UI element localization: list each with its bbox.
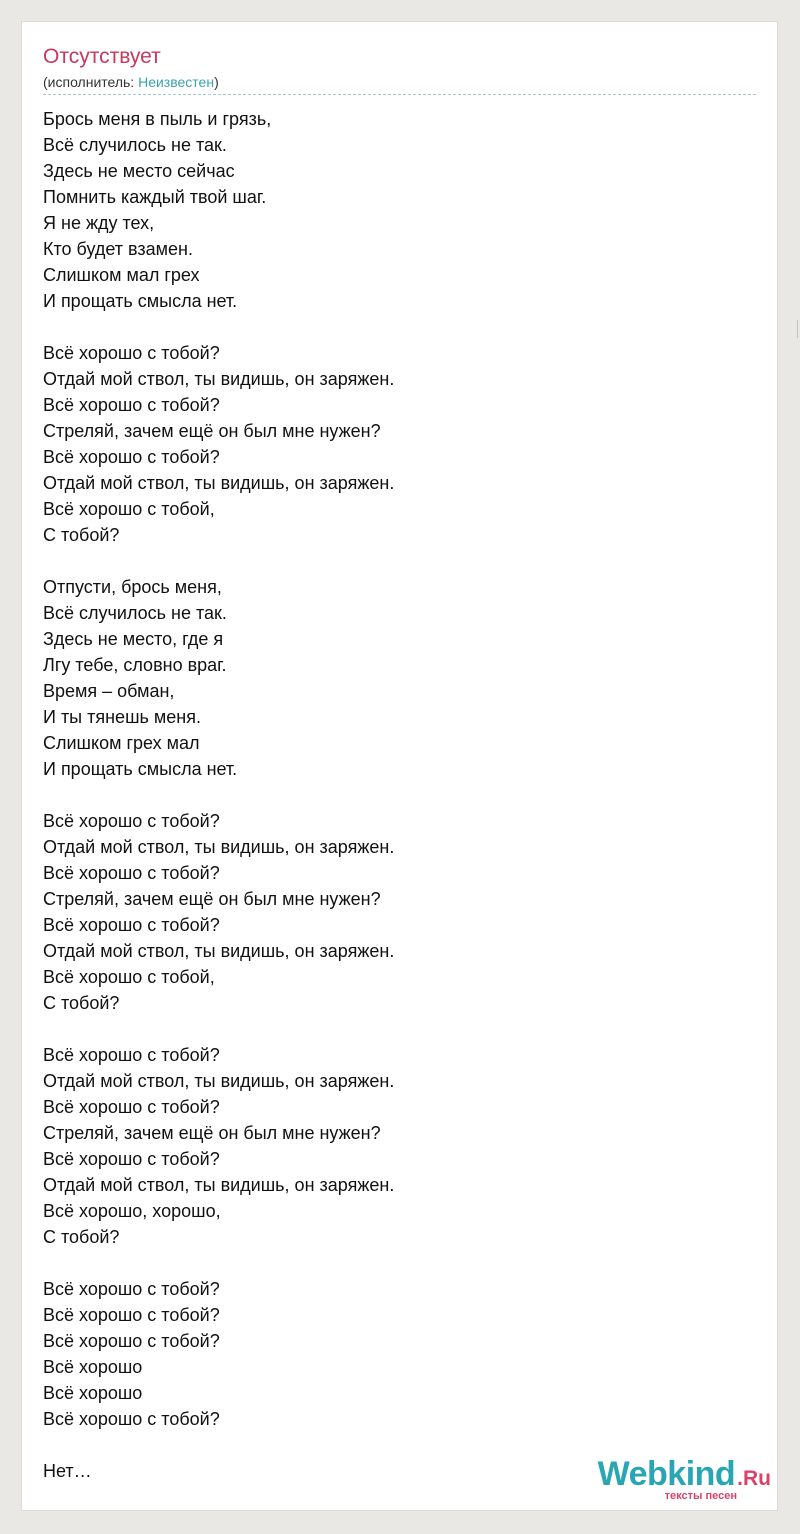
- lyrics-stanza: [43, 340, 743, 548]
- artist-line: [43, 73, 219, 91]
- lyrics-line: Стреляй, зачем ещё он был мне нужен?: [43, 1123, 381, 1143]
- lyrics-line: Всё хорошо с тобой?: [43, 1097, 220, 1117]
- lyrics-line: Всё хорошо с тобой?: [43, 1331, 220, 1351]
- lyrics-line: Здесь не место сейчас: [43, 161, 235, 181]
- lyrics-line: Всё случилось не так.: [43, 135, 227, 155]
- lyrics-line: Всё хорошо с тобой?: [43, 447, 220, 467]
- site-logo[interactable]: [571, 1456, 771, 1508]
- logo-word: Webkind: [597, 1455, 736, 1493]
- lyrics-line: Отдай мой ствол, ты видишь, он заряжен.: [43, 941, 395, 961]
- lyrics-line: С тобой?: [43, 1227, 120, 1247]
- lyrics-line: Всё хорошо с тобой?: [43, 1149, 220, 1169]
- lyrics-line: Отдай мой ствол, ты видишь, он заряжен.: [43, 1071, 395, 1091]
- lyrics-line: Всё хорошо с тобой?: [43, 1305, 220, 1325]
- lyrics-line: Отдай мой ствол, ты видишь, он заряжен.: [43, 837, 395, 857]
- logo-tld: .Ru: [737, 1467, 771, 1490]
- lyrics-line: Всё хорошо: [43, 1357, 143, 1377]
- lyrics-stanza: [43, 1042, 743, 1250]
- lyrics-line: Всё хорошо с тобой?: [43, 915, 220, 935]
- artist-prefix: (исполнитель:: [43, 74, 139, 90]
- lyrics-line: Нет…: [43, 1461, 92, 1481]
- lyrics-line: Стреляй, зачем ещё он был мне нужен?: [43, 421, 381, 441]
- lyrics-line: И прощать смысла нет.: [43, 291, 238, 311]
- lyrics-line: Всё хорошо с тобой?: [43, 395, 220, 415]
- lyrics-line: Всё случилось не так.: [43, 603, 227, 623]
- artist-suffix: ): [214, 74, 219, 90]
- lyrics-line: Отдай мой ствол, ты видишь, он заряжен.: [43, 1175, 395, 1195]
- lyrics-stanza: [43, 1276, 743, 1432]
- logo-tagline: тексты песен: [664, 1490, 737, 1502]
- lyrics-line: Всё хорошо с тобой?: [43, 1409, 220, 1429]
- lyrics-line: С тобой?: [43, 993, 120, 1013]
- lyrics-line: Всё хорошо с тобой,: [43, 967, 215, 987]
- lyrics-line: С тобой?: [43, 525, 120, 545]
- lyrics-line: Всё хорошо с тобой?: [43, 1045, 220, 1065]
- lyrics-line: Всё хорошо, хорошо,: [43, 1201, 221, 1221]
- lyrics-stanza: [43, 808, 743, 1016]
- lyrics-stanza: [43, 106, 743, 314]
- lyrics-line: Кто будет взамен.: [43, 239, 193, 259]
- lyrics-line: Отпусти, брось меня,: [43, 577, 222, 597]
- lyrics-line: Время – обман,: [43, 681, 175, 701]
- lyrics-line: Всё хорошо: [43, 1383, 143, 1403]
- lyrics-line: Слишком грех мал: [43, 733, 200, 753]
- lyrics-line: Лгу тебе, словно враг.: [43, 655, 227, 675]
- lyrics-stanza: [43, 574, 743, 782]
- lyrics-line: Отдай мой ствол, ты видишь, он заряжен.: [43, 473, 395, 493]
- song-title: Отсутствует: [43, 45, 161, 68]
- lyrics-line: Здесь не место, где я: [43, 629, 224, 649]
- lyrics-line: И прощать смысла нет.: [43, 759, 238, 779]
- lyrics-line: Брось меня в пыль и грязь,: [43, 109, 272, 129]
- lyrics-line: И ты тянешь меня.: [43, 707, 201, 727]
- lyrics-line: Стреляй, зачем ещё он был мне нужен?: [43, 889, 381, 909]
- header-divider: [43, 94, 756, 95]
- lyrics-line: Всё хорошо с тобой?: [43, 343, 220, 363]
- lyrics-text: [43, 106, 743, 1510]
- lyrics-line: Всё хорошо с тобой?: [43, 1279, 220, 1299]
- lyrics-line: Я не жду тех,: [43, 213, 155, 233]
- lyrics-line: Помнить каждый твой шаг.: [43, 187, 267, 207]
- page-edge-marks: [794, 320, 800, 360]
- lyrics-line: Всё хорошо с тобой?: [43, 863, 220, 883]
- lyrics-line: Всё хорошо с тобой?: [43, 811, 220, 831]
- lyrics-line: Слишком мал грех: [43, 265, 200, 285]
- lyrics-card: [21, 21, 778, 1511]
- lyrics-line: Всё хорошо с тобой,: [43, 499, 215, 519]
- artist-link[interactable]: Неизвестен: [138, 74, 215, 90]
- lyrics-line: Отдай мой ствол, ты видишь, он заряжен.: [43, 369, 395, 389]
